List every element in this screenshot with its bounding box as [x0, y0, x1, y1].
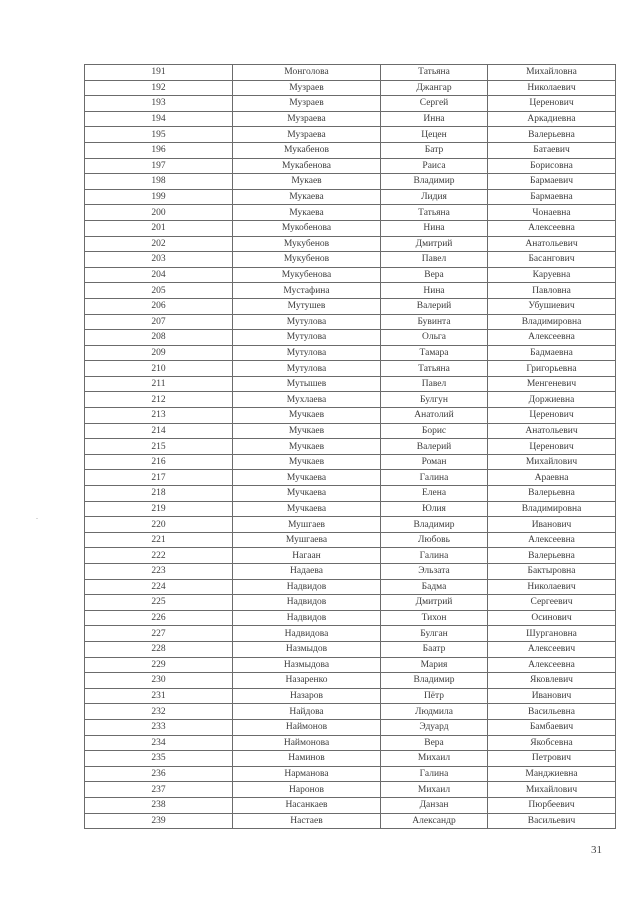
- patronymic-cell: Валерьевна: [488, 548, 616, 564]
- row-number-cell: 194: [85, 111, 233, 127]
- patronymic-cell: Михайлович: [488, 454, 616, 470]
- last-name-cell: Музраев: [233, 80, 381, 96]
- first-name-cell: Джангар: [381, 80, 488, 96]
- first-name-cell: Павел: [381, 252, 488, 268]
- row-number-cell: 204: [85, 267, 233, 283]
- patronymic-cell: Петрович: [488, 751, 616, 767]
- table-row: [85, 111, 616, 127]
- first-name-cell: Тамара: [381, 345, 488, 361]
- last-name-cell: Мучкаева: [233, 486, 381, 502]
- table-row: [85, 719, 616, 735]
- row-number-cell: 228: [85, 641, 233, 657]
- row-number-cell: 203: [85, 252, 233, 268]
- row-number-cell: 225: [85, 595, 233, 611]
- table-row: [85, 80, 616, 96]
- row-number-cell: 238: [85, 797, 233, 813]
- last-name-cell: Мукубенова: [233, 267, 381, 283]
- table-row: [85, 517, 616, 533]
- first-name-cell: Дмитрий: [381, 595, 488, 611]
- row-number-cell: 200: [85, 205, 233, 221]
- table-row: [85, 579, 616, 595]
- row-number-cell: 221: [85, 532, 233, 548]
- first-name-cell: Сергей: [381, 96, 488, 112]
- patronymic-cell: Валерьевна: [488, 486, 616, 502]
- last-name-cell: Монголова: [233, 65, 381, 81]
- row-number-cell: 237: [85, 782, 233, 798]
- patronymic-cell: Николаевич: [488, 80, 616, 96]
- first-name-cell: Владимир: [381, 174, 488, 190]
- row-number-cell: 198: [85, 174, 233, 190]
- last-name-cell: Насанкаев: [233, 797, 381, 813]
- last-name-cell: Музраева: [233, 111, 381, 127]
- row-number-cell: 218: [85, 486, 233, 502]
- patronymic-cell: Шургановна: [488, 626, 616, 642]
- table-row: [85, 267, 616, 283]
- names-table-body: [85, 65, 616, 829]
- first-name-cell: Раиса: [381, 158, 488, 174]
- first-name-cell: Анатолий: [381, 408, 488, 424]
- table-row: [85, 641, 616, 657]
- row-number-cell: 222: [85, 548, 233, 564]
- row-number-cell: 199: [85, 189, 233, 205]
- last-name-cell: Мутышев: [233, 376, 381, 392]
- table-row: [85, 376, 616, 392]
- row-number-cell: 239: [85, 813, 233, 829]
- first-name-cell: Александр: [381, 813, 488, 829]
- table-row: [85, 392, 616, 408]
- row-number-cell: 195: [85, 127, 233, 143]
- table-row: [85, 657, 616, 673]
- last-name-cell: Мушгаев: [233, 517, 381, 533]
- first-name-cell: Данзан: [381, 797, 488, 813]
- last-name-cell: Назмыдова: [233, 657, 381, 673]
- row-number-cell: 215: [85, 439, 233, 455]
- patronymic-cell: Николаевич: [488, 579, 616, 595]
- first-name-cell: Елена: [381, 486, 488, 502]
- first-name-cell: Борис: [381, 423, 488, 439]
- last-name-cell: Мучкаева: [233, 501, 381, 517]
- patronymic-cell: Яковлевич: [488, 673, 616, 689]
- table-row: [85, 501, 616, 517]
- last-name-cell: Мучкаев: [233, 423, 381, 439]
- last-name-cell: Мукубенов: [233, 236, 381, 252]
- patronymic-cell: Бармаевна: [488, 189, 616, 205]
- table-row: [85, 532, 616, 548]
- table-row: [85, 564, 616, 580]
- row-number-cell: 232: [85, 704, 233, 720]
- last-name-cell: Надвидов: [233, 610, 381, 626]
- table-row: [85, 142, 616, 158]
- row-number-cell: 214: [85, 423, 233, 439]
- last-name-cell: Назмыдов: [233, 641, 381, 657]
- first-name-cell: Инна: [381, 111, 488, 127]
- row-number-cell: 231: [85, 688, 233, 704]
- last-name-cell: Мукаева: [233, 205, 381, 221]
- first-name-cell: Баатр: [381, 641, 488, 657]
- table-row: [85, 361, 616, 377]
- patronymic-cell: Михайлович: [488, 782, 616, 798]
- patronymic-cell: Алексеевна: [488, 220, 616, 236]
- first-name-cell: Любовь: [381, 532, 488, 548]
- row-number-cell: 220: [85, 517, 233, 533]
- table-row: [85, 813, 616, 829]
- row-number-cell: 210: [85, 361, 233, 377]
- table-row: [85, 330, 616, 346]
- patronymic-cell: Батаевич: [488, 142, 616, 158]
- last-name-cell: Назаренко: [233, 673, 381, 689]
- table-row: [85, 127, 616, 143]
- patronymic-cell: Каруевна: [488, 267, 616, 283]
- patronymic-cell: Алексеевна: [488, 330, 616, 346]
- first-name-cell: Тихон: [381, 610, 488, 626]
- patronymic-cell: Осинович: [488, 610, 616, 626]
- row-number-cell: 196: [85, 142, 233, 158]
- patronymic-cell: Церенович: [488, 408, 616, 424]
- first-name-cell: Бувинта: [381, 314, 488, 330]
- patronymic-cell: Валерьевна: [488, 127, 616, 143]
- page-number: 31: [591, 844, 602, 856]
- table-row: [85, 205, 616, 221]
- table-row: [85, 470, 616, 486]
- table-row: [85, 252, 616, 268]
- last-name-cell: Надвидов: [233, 579, 381, 595]
- first-name-cell: Михаил: [381, 751, 488, 767]
- table-row: [85, 96, 616, 112]
- patronymic-cell: Аркадиевна: [488, 111, 616, 127]
- table-row: [85, 751, 616, 767]
- patronymic-cell: Якобсевна: [488, 735, 616, 751]
- table-row: [85, 65, 616, 81]
- last-name-cell: Настаев: [233, 813, 381, 829]
- patronymic-cell: Алексеевна: [488, 657, 616, 673]
- patronymic-cell: Доржиевна: [488, 392, 616, 408]
- table-row: [85, 345, 616, 361]
- patronymic-cell: Пюрбеевич: [488, 797, 616, 813]
- last-name-cell: Наймонова: [233, 735, 381, 751]
- last-name-cell: Мукубенов: [233, 252, 381, 268]
- row-number-cell: 217: [85, 470, 233, 486]
- row-number-cell: 226: [85, 610, 233, 626]
- row-number-cell: 219: [85, 501, 233, 517]
- table-row: [85, 189, 616, 205]
- first-name-cell: Бадма: [381, 579, 488, 595]
- patronymic-cell: Бадмаевна: [488, 345, 616, 361]
- first-name-cell: Цецен: [381, 127, 488, 143]
- first-name-cell: Пётр: [381, 688, 488, 704]
- table-row: [85, 423, 616, 439]
- first-name-cell: Роман: [381, 454, 488, 470]
- first-name-cell: Татьяна: [381, 205, 488, 221]
- last-name-cell: Мукобенова: [233, 220, 381, 236]
- patronymic-cell: Бамбаевич: [488, 719, 616, 735]
- last-name-cell: Мукабенов: [233, 142, 381, 158]
- table-row: [85, 174, 616, 190]
- row-number-cell: 234: [85, 735, 233, 751]
- first-name-cell: Ольга: [381, 330, 488, 346]
- patronymic-cell: Владимировна: [488, 501, 616, 517]
- patronymic-cell: Сергеевич: [488, 595, 616, 611]
- row-number-cell: 223: [85, 564, 233, 580]
- row-number-cell: 229: [85, 657, 233, 673]
- last-name-cell: Мутулова: [233, 314, 381, 330]
- patronymic-cell: Владимировна: [488, 314, 616, 330]
- table-row: [85, 283, 616, 299]
- table-row: [85, 688, 616, 704]
- table-row: [85, 766, 616, 782]
- patronymic-cell: Убушиевич: [488, 298, 616, 314]
- first-name-cell: Владимир: [381, 673, 488, 689]
- first-name-cell: Мария: [381, 657, 488, 673]
- last-name-cell: Мучкаев: [233, 454, 381, 470]
- first-name-cell: Булган: [381, 626, 488, 642]
- last-name-cell: Мухлаева: [233, 392, 381, 408]
- last-name-cell: Надвидов: [233, 595, 381, 611]
- patronymic-cell: Васильевна: [488, 704, 616, 720]
- table-row: [85, 439, 616, 455]
- patronymic-cell: Иванович: [488, 688, 616, 704]
- first-name-cell: Дмитрий: [381, 236, 488, 252]
- first-name-cell: Татьяна: [381, 65, 488, 81]
- first-name-cell: Вера: [381, 735, 488, 751]
- last-name-cell: Наймонов: [233, 719, 381, 735]
- row-number-cell: 191: [85, 65, 233, 81]
- table-row: [85, 158, 616, 174]
- row-number-cell: 193: [85, 96, 233, 112]
- last-name-cell: Найдова: [233, 704, 381, 720]
- table-row: [85, 220, 616, 236]
- first-name-cell: Людмила: [381, 704, 488, 720]
- table-row: [85, 548, 616, 564]
- patronymic-cell: Анатольевич: [488, 236, 616, 252]
- patronymic-cell: Церенович: [488, 96, 616, 112]
- first-name-cell: Эльзата: [381, 564, 488, 580]
- first-name-cell: Эдуард: [381, 719, 488, 735]
- first-name-cell: Павел: [381, 376, 488, 392]
- first-name-cell: Михаил: [381, 782, 488, 798]
- table-row: [85, 610, 616, 626]
- row-number-cell: 216: [85, 454, 233, 470]
- row-number-cell: 227: [85, 626, 233, 642]
- row-number-cell: 207: [85, 314, 233, 330]
- last-name-cell: Мучкаев: [233, 408, 381, 424]
- last-name-cell: Мушгаева: [233, 532, 381, 548]
- last-name-cell: Мутушев: [233, 298, 381, 314]
- first-name-cell: Нина: [381, 220, 488, 236]
- first-name-cell: Галина: [381, 548, 488, 564]
- patronymic-cell: Иванович: [488, 517, 616, 533]
- last-name-cell: Мутулова: [233, 345, 381, 361]
- table-row: [85, 797, 616, 813]
- table-row: [85, 626, 616, 642]
- table-row: [85, 595, 616, 611]
- row-number-cell: 212: [85, 392, 233, 408]
- table-row: [85, 408, 616, 424]
- row-number-cell: 235: [85, 751, 233, 767]
- row-number-cell: 202: [85, 236, 233, 252]
- row-number-cell: 211: [85, 376, 233, 392]
- patronymic-cell: Чонаевна: [488, 205, 616, 221]
- last-name-cell: Мучкаева: [233, 470, 381, 486]
- table-row: [85, 704, 616, 720]
- last-name-cell: Мутулова: [233, 330, 381, 346]
- last-name-cell: Наминов: [233, 751, 381, 767]
- first-name-cell: Юлия: [381, 501, 488, 517]
- row-number-cell: 233: [85, 719, 233, 735]
- patronymic-cell: Бактыровна: [488, 564, 616, 580]
- last-name-cell: Надаева: [233, 564, 381, 580]
- table-row: [85, 486, 616, 502]
- patronymic-cell: Борисовна: [488, 158, 616, 174]
- last-name-cell: Мукабенова: [233, 158, 381, 174]
- table-row: [85, 782, 616, 798]
- row-number-cell: 224: [85, 579, 233, 595]
- row-number-cell: 208: [85, 330, 233, 346]
- row-number-cell: 230: [85, 673, 233, 689]
- last-name-cell: Наронов: [233, 782, 381, 798]
- table-row: [85, 454, 616, 470]
- row-number-cell: 201: [85, 220, 233, 236]
- patronymic-cell: Араевна: [488, 470, 616, 486]
- row-number-cell: 205: [85, 283, 233, 299]
- last-name-cell: Музраев: [233, 96, 381, 112]
- patronymic-cell: Михайловна: [488, 65, 616, 81]
- last-name-cell: Музраева: [233, 127, 381, 143]
- row-number-cell: 206: [85, 298, 233, 314]
- first-name-cell: Татьяна: [381, 361, 488, 377]
- patronymic-cell: Григорьевна: [488, 361, 616, 377]
- last-name-cell: Мутулова: [233, 361, 381, 377]
- patronymic-cell: Манджиевна: [488, 766, 616, 782]
- first-name-cell: Батр: [381, 142, 488, 158]
- first-name-cell: Галина: [381, 470, 488, 486]
- first-name-cell: Валерий: [381, 298, 488, 314]
- last-name-cell: Мучкаев: [233, 439, 381, 455]
- last-name-cell: Мукаев: [233, 174, 381, 190]
- first-name-cell: Галина: [381, 766, 488, 782]
- first-name-cell: Владимир: [381, 517, 488, 533]
- last-name-cell: Нарманова: [233, 766, 381, 782]
- last-name-cell: Нагаан: [233, 548, 381, 564]
- patronymic-cell: Алексеевна: [488, 532, 616, 548]
- patronymic-cell: Басангович: [488, 252, 616, 268]
- patronymic-cell: Анатольевич: [488, 423, 616, 439]
- row-number-cell: 213: [85, 408, 233, 424]
- last-name-cell: Мустафина: [233, 283, 381, 299]
- patronymic-cell: Менгеневич: [488, 376, 616, 392]
- first-name-cell: Валерий: [381, 439, 488, 455]
- row-number-cell: 197: [85, 158, 233, 174]
- table-row: [85, 673, 616, 689]
- names-table: [84, 64, 616, 829]
- last-name-cell: Назаров: [233, 688, 381, 704]
- first-name-cell: Нина: [381, 283, 488, 299]
- first-name-cell: Лидия: [381, 189, 488, 205]
- row-number-cell: 236: [85, 766, 233, 782]
- first-name-cell: Вера: [381, 267, 488, 283]
- patronymic-cell: Церенович: [488, 439, 616, 455]
- row-number-cell: 209: [85, 345, 233, 361]
- last-name-cell: Надвидова: [233, 626, 381, 642]
- last-name-cell: Мукаева: [233, 189, 381, 205]
- row-number-cell: 192: [85, 80, 233, 96]
- patronymic-cell: Бармаевич: [488, 174, 616, 190]
- table-row: [85, 236, 616, 252]
- table-row: [85, 314, 616, 330]
- table-row: [85, 735, 616, 751]
- patronymic-cell: Алексеевич: [488, 641, 616, 657]
- table-row: [85, 298, 616, 314]
- margin-mark: -: [36, 516, 38, 522]
- patronymic-cell: Васильевич: [488, 813, 616, 829]
- patronymic-cell: Павловна: [488, 283, 616, 299]
- first-name-cell: Булгун: [381, 392, 488, 408]
